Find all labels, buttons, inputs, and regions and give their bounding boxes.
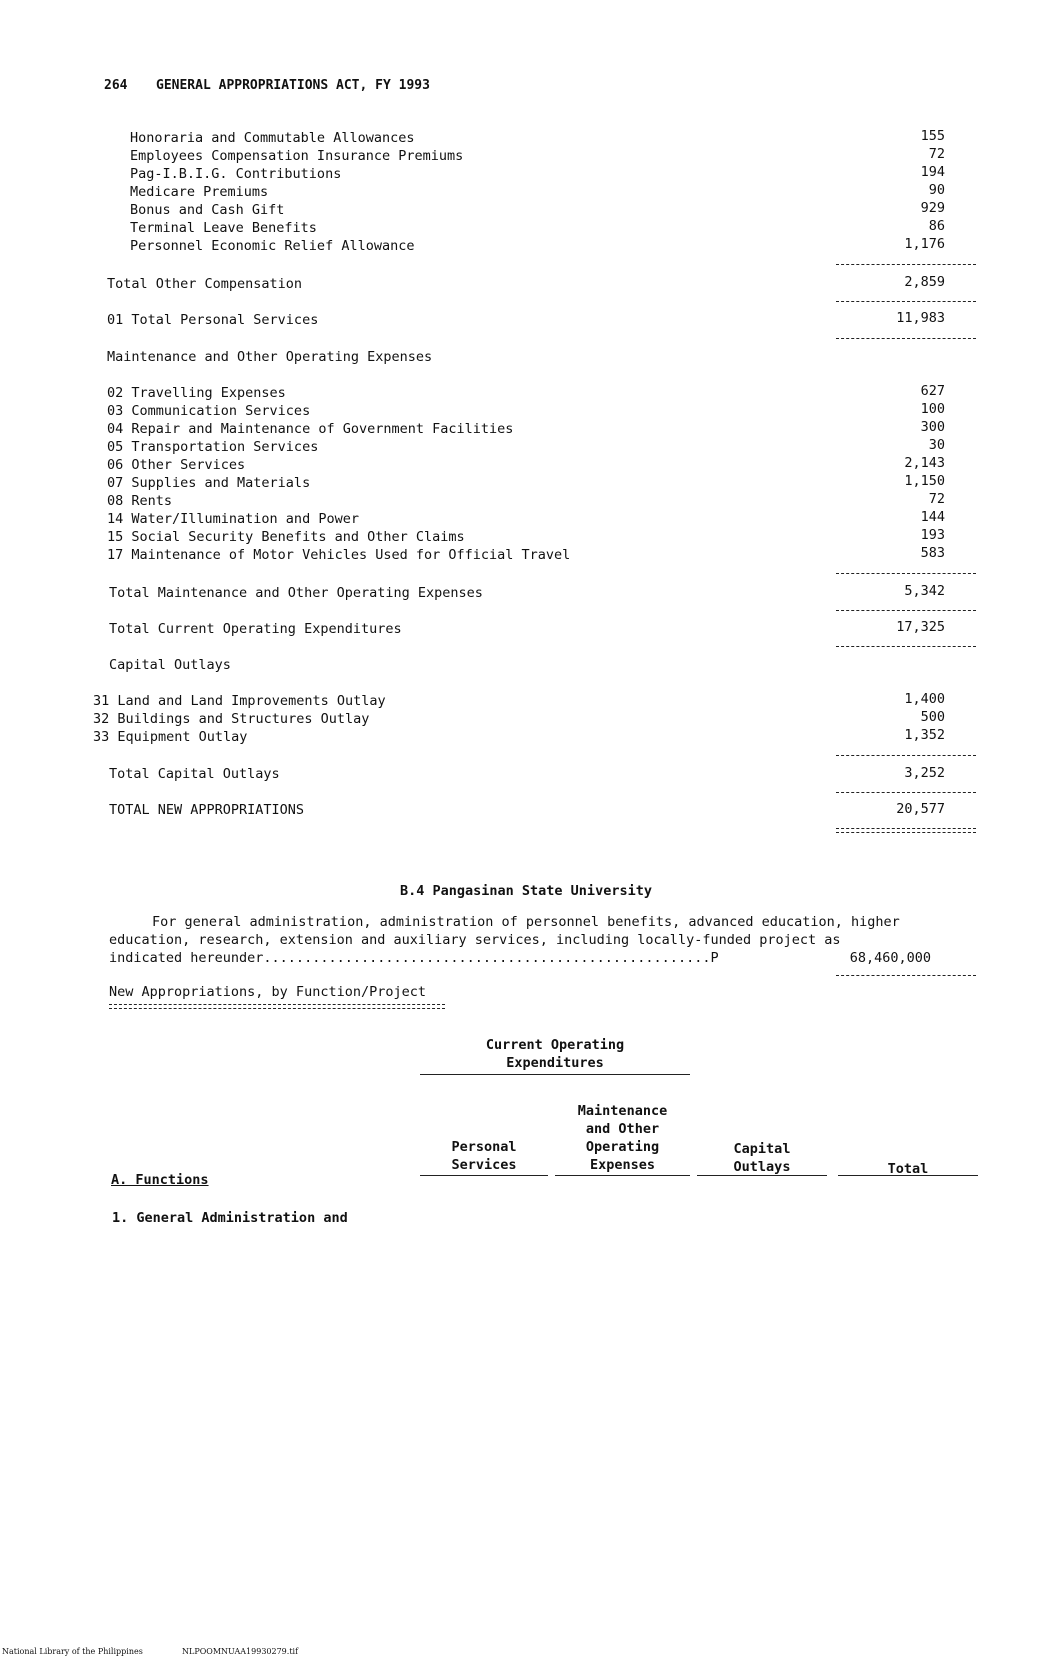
- column-header-line: Expenses: [589, 1157, 656, 1173]
- line-item-label: Bonus and Cash Gift: [130, 202, 285, 218]
- line-item-label: 04 Repair and Maintenance of Government Facilities: [107, 421, 514, 437]
- column-header-line: Capital: [733, 1141, 791, 1157]
- footer-filename: NLPOOMNUAA19930279.tif: [182, 1647, 299, 1656]
- column-header-line: Outlays: [733, 1159, 791, 1175]
- line-item-amount: 144: [920, 509, 945, 525]
- total-label: Total Capital Outlays: [109, 766, 280, 782]
- section-paragraph-line: education, research, extension and auxiliary services, including locally-funded project as: [109, 932, 841, 948]
- column-header-mooe: [555, 1102, 690, 1174]
- subtotal-rule: [836, 573, 976, 574]
- section-paragraph-line: For general administration, administration of personnel benefits, advanced education, higher: [152, 914, 900, 930]
- column-header-line: Operating: [585, 1139, 660, 1155]
- total-label: Total Maintenance and Other Operating Expenses: [109, 585, 483, 601]
- line-item-amount: 1,150: [904, 473, 945, 489]
- line-item-amount: 193: [920, 527, 945, 543]
- column-rule: [838, 1175, 978, 1176]
- line-item-label: Honoraria and Commutable Allowances: [130, 130, 415, 146]
- line-item-amount: 194: [920, 164, 945, 180]
- line-item-label: 31 Land and Land Improvements Outlay: [93, 693, 386, 709]
- line-item-label: 05 Transportation Services: [107, 439, 319, 455]
- line-item-amount: 72: [928, 146, 945, 162]
- total-amount: 2,859: [904, 274, 945, 290]
- line-item-label: 07 Supplies and Materials: [107, 475, 311, 491]
- line-item-amount: 30: [928, 437, 945, 453]
- grand-total-double-rule: [836, 828, 976, 833]
- grand-total-label: TOTAL NEW APPROPRIATIONS: [109, 802, 305, 818]
- line-item-label: Employees Compensation Insurance Premiums: [130, 148, 464, 164]
- line-item-label: 15 Social Security Benefits and Other Claims: [107, 529, 465, 545]
- line-item-label: 32 Buildings and Structures Outlay: [93, 711, 370, 727]
- subtotal-rule: [836, 338, 976, 339]
- line-item-amount: 1,400: [904, 691, 945, 707]
- page-number: 264: [104, 78, 128, 93]
- subtotal-rule: [836, 610, 976, 611]
- footer-library: National Library of the Philippines: [2, 1647, 143, 1656]
- column-group-header: [420, 1036, 690, 1072]
- line-item-amount: 155: [920, 128, 945, 144]
- line-item-amount: 1,176: [904, 236, 945, 252]
- line-item-amount: 300: [920, 419, 945, 435]
- total-amount: 3,252: [904, 765, 945, 781]
- total-label: Total Current Operating Expenditures: [109, 621, 402, 637]
- line-item-label: 14 Water/Illumination and Power: [107, 511, 359, 527]
- section-heading: Maintenance and Other Operating Expenses: [107, 349, 433, 365]
- column-header-capital-outlays: [697, 1140, 827, 1176]
- subtotal-rule: [836, 755, 976, 756]
- column-header-line: and Other: [585, 1121, 660, 1137]
- subtotal-rule: [836, 646, 976, 647]
- line-item-label: 06 Other Services: [107, 457, 246, 473]
- column-header-line: Services: [451, 1157, 517, 1173]
- line-item-label: 17 Maintenance of Motor Vehicles Used for Official Travel: [107, 547, 571, 563]
- total-label: Total Other Compensation: [107, 276, 303, 292]
- subtotal-rule: [836, 301, 976, 302]
- line-item-amount: 627: [920, 383, 945, 399]
- column-header-total: Total: [887, 1161, 929, 1177]
- total-amount: 17,325: [896, 619, 945, 635]
- column-group-line: Expenditures: [506, 1055, 604, 1071]
- function-item: 1. General Administration and: [112, 1210, 348, 1226]
- section-title: B.4 Pangasinan State University: [400, 883, 652, 899]
- column-header-line: Personal: [451, 1139, 517, 1155]
- line-item-label: 08 Rents: [107, 493, 173, 509]
- line-item-label: Personnel Economic Relief Allowance: [130, 238, 415, 254]
- column-header-line: Maintenance: [577, 1103, 668, 1119]
- line-item-amount: 100: [920, 401, 945, 417]
- section-paragraph-line: indicated hereunder.......................................................P: [109, 950, 719, 966]
- section-heading: Capital Outlays: [109, 657, 231, 673]
- line-item-label: Pag-I.B.I.G. Contributions: [130, 166, 342, 182]
- functions-heading: A. Functions: [111, 1172, 209, 1188]
- line-item-amount: 929: [920, 200, 945, 216]
- subtotal-rule: [836, 264, 976, 265]
- line-item-amount: 583: [920, 545, 945, 561]
- total-label: 01 Total Personal Services: [107, 312, 319, 328]
- column-group-rule: [420, 1074, 690, 1075]
- line-item-label: Terminal Leave Benefits: [130, 220, 317, 236]
- heading-double-rule: [109, 1004, 445, 1009]
- subtotal-rule: [836, 792, 976, 793]
- column-rule: [697, 1175, 827, 1176]
- line-item-label: 03 Communication Services: [107, 403, 311, 419]
- line-item-amount: 72: [928, 491, 945, 507]
- grand-total-amount: 20,577: [896, 801, 945, 817]
- line-item-label: 02 Travelling Expenses: [107, 385, 286, 401]
- column-header-personal-services: [420, 1138, 548, 1174]
- column-group-line: Current Operating: [485, 1037, 625, 1053]
- section-amount: 68,460,000: [849, 950, 931, 966]
- total-amount: 5,342: [904, 583, 945, 599]
- new-appropriations-heading: New Appropriations, by Function/Project: [109, 984, 426, 1000]
- page-header-title: GENERAL APPROPRIATIONS ACT, FY 1993: [156, 78, 430, 93]
- line-item-amount: 500: [920, 709, 945, 725]
- line-item-amount: 1,352: [904, 727, 945, 743]
- line-item-amount: 90: [928, 182, 945, 198]
- line-item-amount: 86: [928, 218, 945, 234]
- line-item-amount: 2,143: [904, 455, 945, 471]
- total-amount: 11,983: [896, 310, 945, 326]
- column-rule: [420, 1175, 548, 1176]
- amount-rule: [836, 975, 976, 976]
- line-item-label: 33 Equipment Outlay: [93, 729, 248, 745]
- line-item-label: Medicare Premiums: [130, 184, 269, 200]
- column-rule: [555, 1175, 690, 1176]
